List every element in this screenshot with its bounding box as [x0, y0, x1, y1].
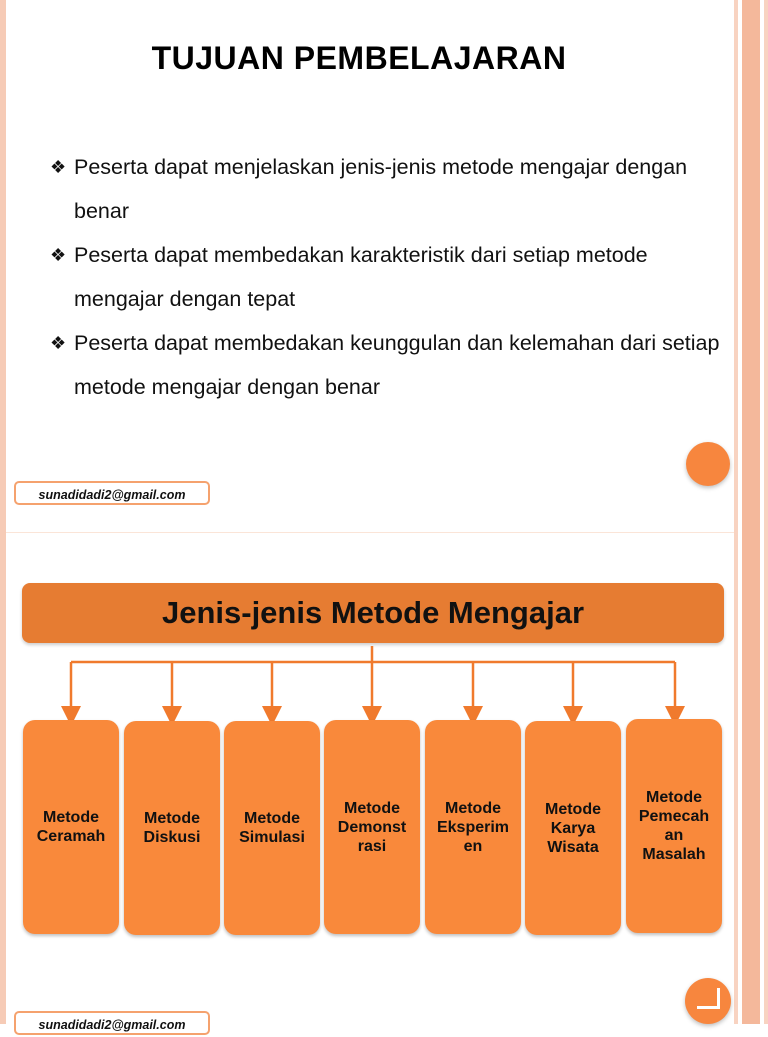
slide-decoration-circle: [686, 442, 730, 486]
email-label: sunadidadi2@gmail.com: [14, 481, 210, 505]
method-box: Metode Diskusi: [124, 721, 220, 935]
objective-item: [50, 233, 720, 321]
right-border-stripes: [734, 0, 768, 1024]
slide-divider: [6, 532, 734, 533]
slide-corner-icon: [685, 978, 731, 1024]
objective-item: [50, 321, 720, 409]
email-label: sunadidadi2@gmail.com: [14, 1011, 210, 1035]
diamond-bullet-icon: ❖: [50, 157, 67, 177]
objective-text: Peserta dapat membedakan karakteristik dari setiap metode mengajar dengan tepat: [74, 243, 648, 311]
method-box: Metode Eksperim en: [425, 720, 521, 934]
method-box: Metode Pemecah an Masalah: [626, 719, 722, 933]
method-box: Metode Karya Wisata: [525, 721, 621, 935]
objectives-list: [50, 145, 720, 409]
diamond-bullet-icon: ❖: [50, 333, 67, 353]
objective-item: [50, 145, 720, 233]
objective-text: Peserta dapat membedakan keunggulan dan kelemahan dari setiap metode mengajar dengan benar: [74, 331, 720, 399]
method-box: Metode Simulasi: [224, 721, 320, 935]
objective-text: Peserta dapat menjelaskan jenis-jenis metode mengajar dengan benar: [74, 155, 688, 223]
methods-header: Jenis-jenis Metode Mengajar: [22, 583, 724, 643]
connector-lines: [0, 640, 768, 722]
method-box: Metode Ceramah: [23, 720, 119, 934]
slide-title: TUJUAN PEMBELAJARAN: [151, 40, 567, 76]
left-border-stripe: [0, 0, 6, 1024]
diamond-bullet-icon: ❖: [50, 245, 67, 265]
method-box: Metode Demonst rasi: [324, 720, 420, 934]
